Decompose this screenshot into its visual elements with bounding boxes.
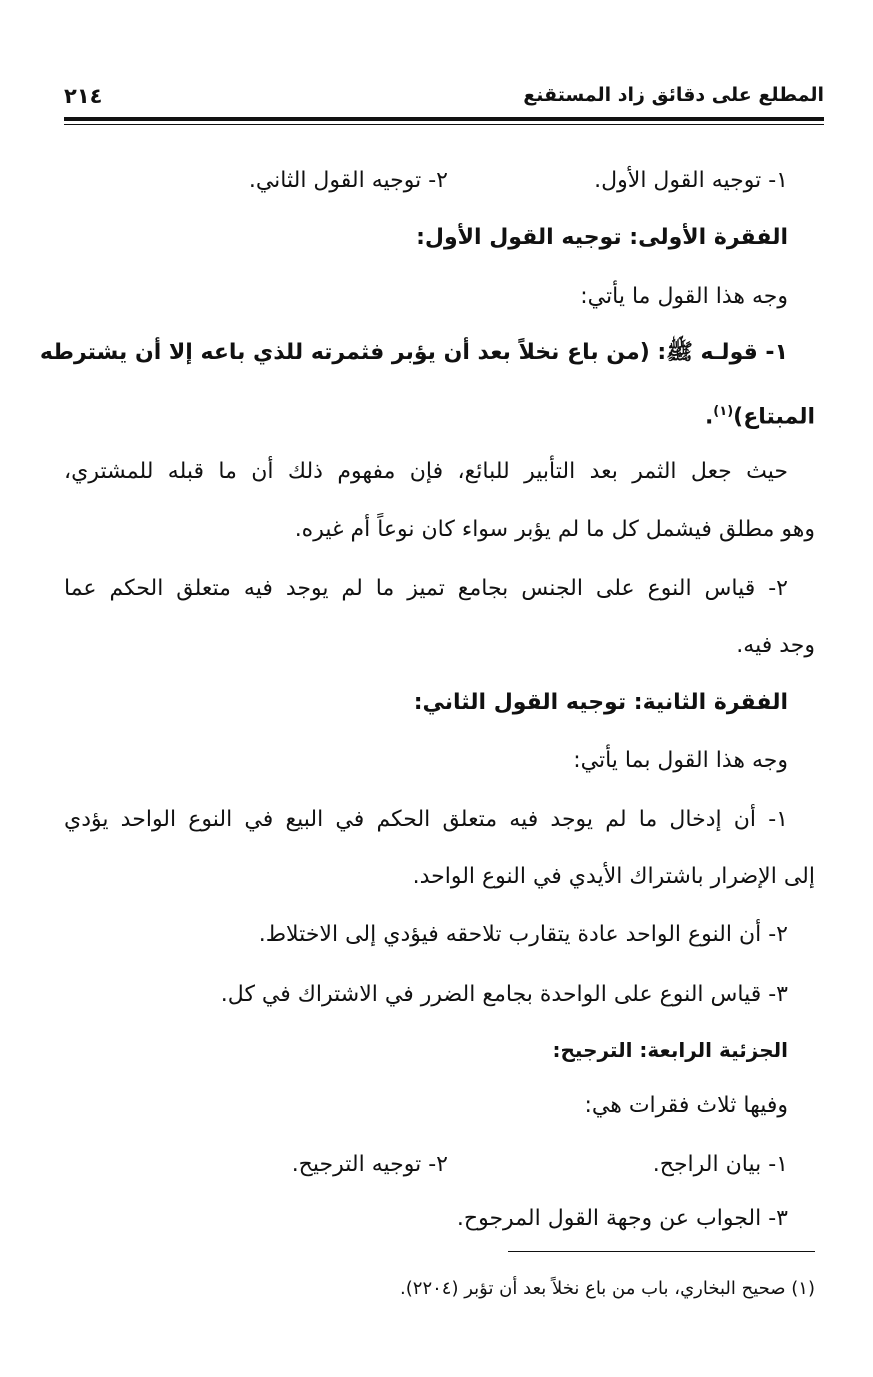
section4-item-1: ١- بيان الراجح.: [652, 1152, 788, 1177]
para2-point1-line1: ١- أن إدخال ما لم يوجد فيه متعلق الحكم في البيع في النوع الواحد يؤدي: [64, 807, 788, 832]
para1-point1-explain-line1: حيث جعل الثمر بعد التأبير للبائع، فإن مفهوم ذلك أن ما قبله للمشتري،: [64, 459, 788, 484]
para2-point1-line2: إلى الإضرار باشتراك الأيدي في النوع الواحد.: [412, 864, 815, 889]
para1-point1-line1: ١- قولـه ﷺ: (من باع نخلاً بعد أن يؤبر فثمرته للذي باعه إلا أن يشترطه: [39, 340, 788, 365]
book-title: المطلع على دقائق زاد المستقنع: [523, 84, 824, 106]
page-header: [64, 84, 824, 114]
hadith-end: المبتاع): [733, 404, 815, 430]
page-number: ٢١٤: [64, 84, 103, 108]
section4-intro: وفيها ثلاث فقرات هي:: [584, 1093, 788, 1118]
para1-point2-line2: وجد فيه.: [736, 633, 815, 658]
header-rule-thin: [64, 124, 824, 125]
para2-point3: ٣- قياس النوع على الواحدة بجامع الضرر في الاشتراك في كل.: [220, 982, 788, 1007]
para2-point2: ٢- أن النوع الواحد عادة يتقارب تلاحقه فيؤدي إلى الاختلاط.: [258, 922, 788, 947]
para1-point1-explain-line2: وهو مطلق فيشمل كل ما لم يؤبر سواء كان نوعاً أم غيره.: [294, 517, 815, 542]
section4-heading: الجزئية الرابعة: الترجيح:: [552, 1038, 788, 1062]
footnote-separator: [508, 1251, 815, 1252]
para2-intro: وجه هذا القول بما يأتي:: [573, 748, 788, 773]
footnote: (١) صحيح البخاري، باب من باع نخلاً بعد أن تؤبر (٢٢٠٤).: [400, 1278, 815, 1299]
section4-item-3: ٣- الجواب عن وجهة القول المرجوح.: [456, 1206, 788, 1231]
para1-point2-line1: ٢- قياس النوع على الجنس بجامع تميز ما لم يوجد فيه متعلق الحكم عما: [64, 576, 788, 601]
para1-heading: الفقرة الأولى: توجيه القول الأول:: [416, 225, 788, 250]
section4-item-2: ٢- توجيه الترجيح.: [291, 1152, 448, 1177]
para1-point1-line2: المبتاع)$^{(١)}$.: [704, 404, 815, 430]
header-rule-thick: [64, 117, 824, 121]
para1-intro: وجه هذا القول ما يأتي:: [580, 284, 788, 309]
footnote-ref: (١): [713, 404, 734, 419]
intro-item-1: ١- توجيه القول الأول.: [594, 168, 788, 193]
para2-heading: الفقرة الثانية: توجيه القول الثاني:: [413, 690, 788, 715]
intro-item-2: ٢- توجيه القول الثاني.: [248, 168, 448, 193]
